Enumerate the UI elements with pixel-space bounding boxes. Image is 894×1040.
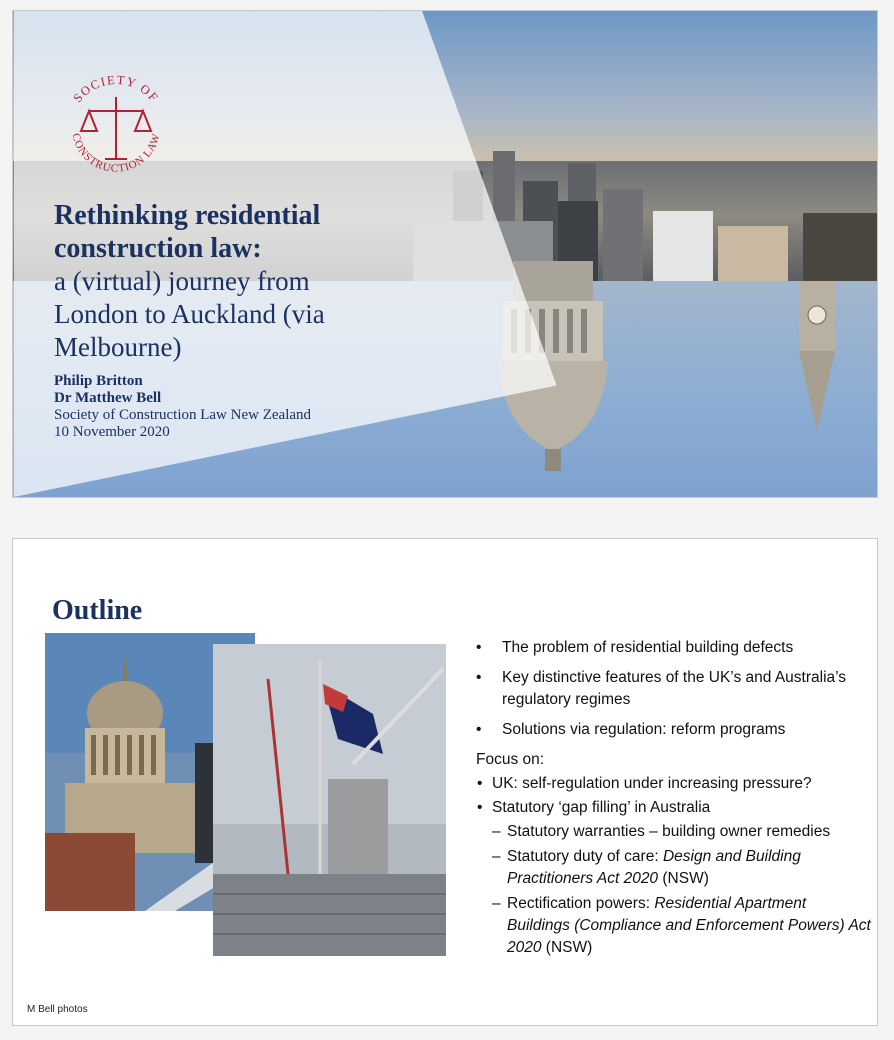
presentation-title: [54, 199, 474, 364]
sub-item: – Rectification powers: Residential Apartment Buildings (Compliance and Enforcement Powers) Act 2020 (NSW): [492, 895, 871, 956]
author-2: Dr Matthew Bell: [54, 390, 162, 406]
outline-slide: [12, 538, 878, 1026]
title-line-4: London to Auckland (via: [54, 299, 325, 329]
svg-text:CONSTRUCTION LAW: CONSTRUCTION LAW: [69, 131, 163, 175]
bullet-item: • The problem of residential building defects: [476, 639, 794, 656]
focus-item: • Statutory ‘gap filling’ in Australia: [477, 799, 711, 816]
svg-text:SOCIETY OF: SOCIETY OF: [70, 72, 162, 106]
bullet-item: • Key distinctive features of the UK’s and Australia’s regulatory regimes: [476, 669, 847, 708]
author-1: Philip Britton: [54, 373, 143, 389]
title-slide: [12, 10, 878, 498]
title-line-1: Rethinking residential: [54, 200, 321, 231]
presentation-meta: [54, 373, 311, 441]
organisation: Society of Construction Law New Zealand: [54, 407, 312, 423]
date: 10 November 2020: [54, 424, 170, 440]
slide-title: Outline: [52, 595, 143, 626]
title-line-2: construction law:: [54, 233, 262, 264]
focus-label: Focus on:: [476, 751, 545, 768]
society-logo: [57, 67, 175, 185]
sub-item: – Statutory duty of care: Design and Building Practitioners Act 2020 (NSW): [492, 848, 801, 887]
title-line-5: Melbourne): [54, 332, 182, 362]
construction-cranes-photo: [213, 644, 446, 956]
outline-bullets: [476, 637, 871, 962]
focus-item: • UK: self-regulation under increasing pressure?: [477, 775, 812, 792]
sub-item: – Statutory warranties – building owner remedies: [492, 823, 831, 840]
photo-credit: M Bell photos: [27, 1004, 88, 1015]
title-line-3: a (virtual) journey from: [54, 266, 310, 296]
bullet-item: • Solutions via regulation: reform programs: [476, 721, 786, 738]
